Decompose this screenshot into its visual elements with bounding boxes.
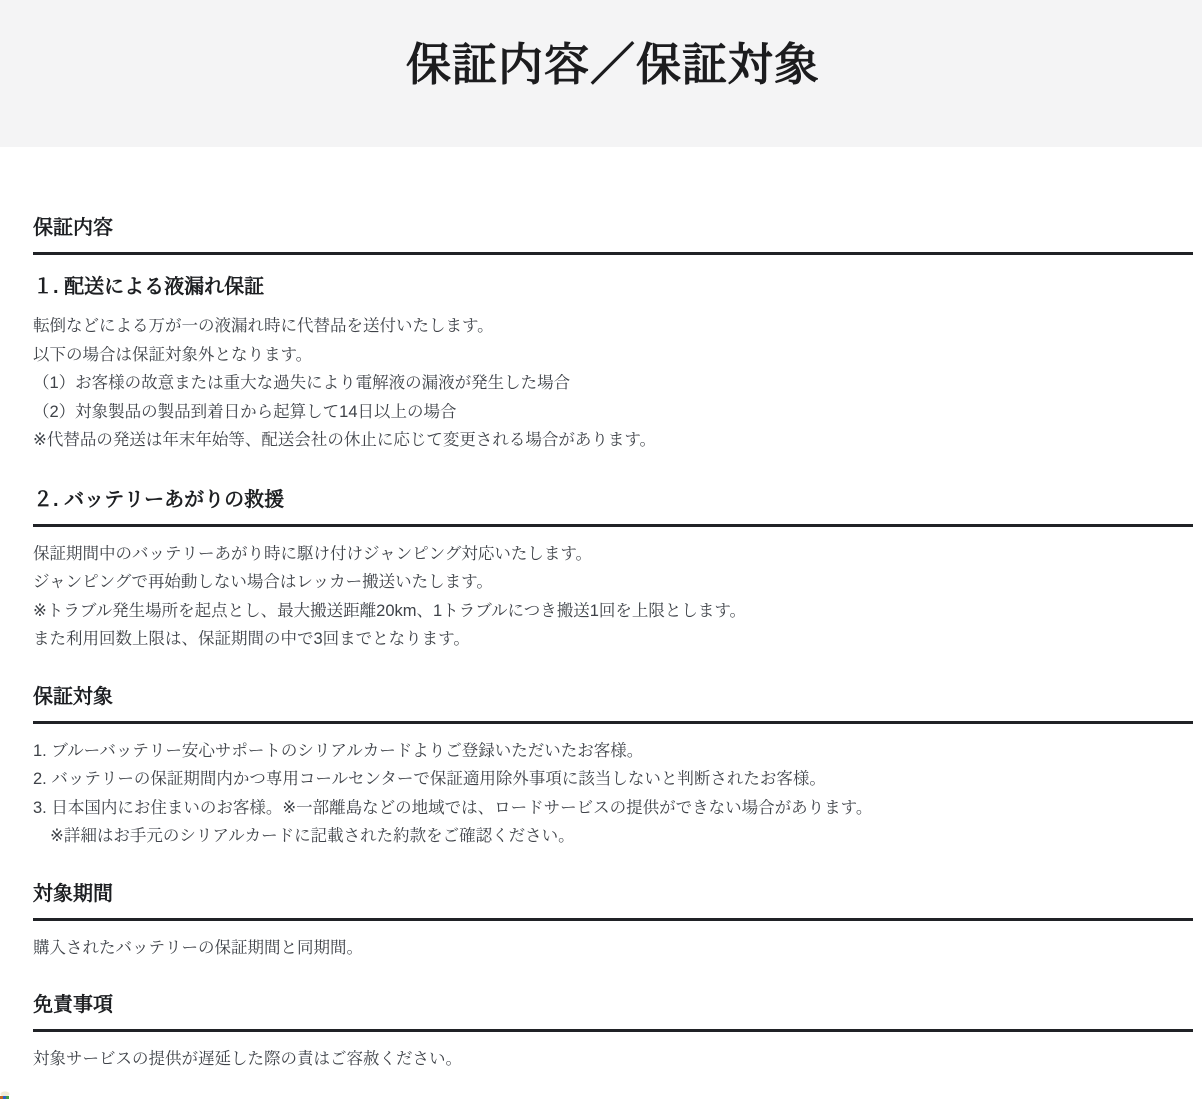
list-item: 3. 日本国内にお住まいのお客様。※一部離島などの地域では、ロードサービスの提供ができない場合があります。 [33,798,873,817]
body-text-line: ジャンピングで再始動しない場合はレッカー搬送いたします。 [33,573,493,591]
warranty-target-list [33,737,1193,851]
subsection-divider [33,524,1193,527]
body-text-line: 以下の場合は保証対象外となります。 [33,345,313,364]
page-title: 保証内容／保証対象 [405,39,820,90]
clipped-image-fragment [0,1086,12,1094]
section-heading-disclaimer: 免責事項 [33,994,113,1016]
list-item: 1. ブルーバッテリー安心サポートのシリアルカードよりご登録いただいたお客様。 [33,741,644,760]
terms-content [33,217,1193,1074]
list-item: 2. バッテリーの保証期間内かつ専用コールセンターで保証適用除外事項に該当しないと判断されたお客様。 [33,770,826,788]
body-text-line: また利用回数上限は、保証期間の中で3回までとなります。 [33,630,470,648]
section-warranty-target [33,686,1193,851]
body-text-line: （1）お客様の故意または重大な過失により電解液の漏液が発生した場合 [33,374,571,392]
body-text-line: 転倒などによる万が一の液漏れ時に代替品を送付いたします。 [33,317,494,335]
page-header-band [0,0,1202,147]
subsection-title-leak-warranty: １. 配送による液漏れ保証 [33,276,265,298]
section-heading-target-period: 対象期間 [33,882,113,905]
section-disclaimer [33,994,1193,1074]
body-text-line: 購入されたバッテリーの保証期間と同期間。 [33,938,363,957]
section-heading-warranty-target: 保証対象 [33,685,113,708]
section-divider [33,721,1193,724]
section-divider [33,918,1193,921]
list-item-note: ※詳細はお手元のシリアルカードに記載された約款をご確認ください。 [50,827,575,845]
section-heading-warranty-content: 保証内容 [33,217,113,239]
section-warranty-content [33,217,1193,654]
body-text-line: ※トラブル発生場所を起点とし、最大搬送距離20km、1トラブルにつき搬送1回を上限とします。 [33,601,747,620]
body-text-line: 保証期間中のバッテリーあがり時に駆け付けジャンピング対応いたします。 [33,544,593,563]
section-divider [33,1029,1193,1032]
section-divider [33,252,1193,255]
section-target-period [33,883,1193,963]
body-text-line: （2）対象製品の製品到着日から起算して14日以上の場合 [33,402,457,421]
subsection-title-battery-rescue: ２. バッテリーあがりの救援 [33,488,285,511]
fragment-graphic [0,1091,12,1099]
body-text-line: ※代替品の発送は年末年始等、配送会社の休止に応じて変更される場合があります。 [33,431,657,449]
leak-warranty-text [33,312,1193,455]
disclaimer-text [33,1045,1193,1074]
battery-rescue-text [33,540,1193,654]
body-text-line: 対象サービスの提供が遅延した際の責はご容赦ください。 [33,1050,462,1068]
target-period-text [33,934,1193,963]
